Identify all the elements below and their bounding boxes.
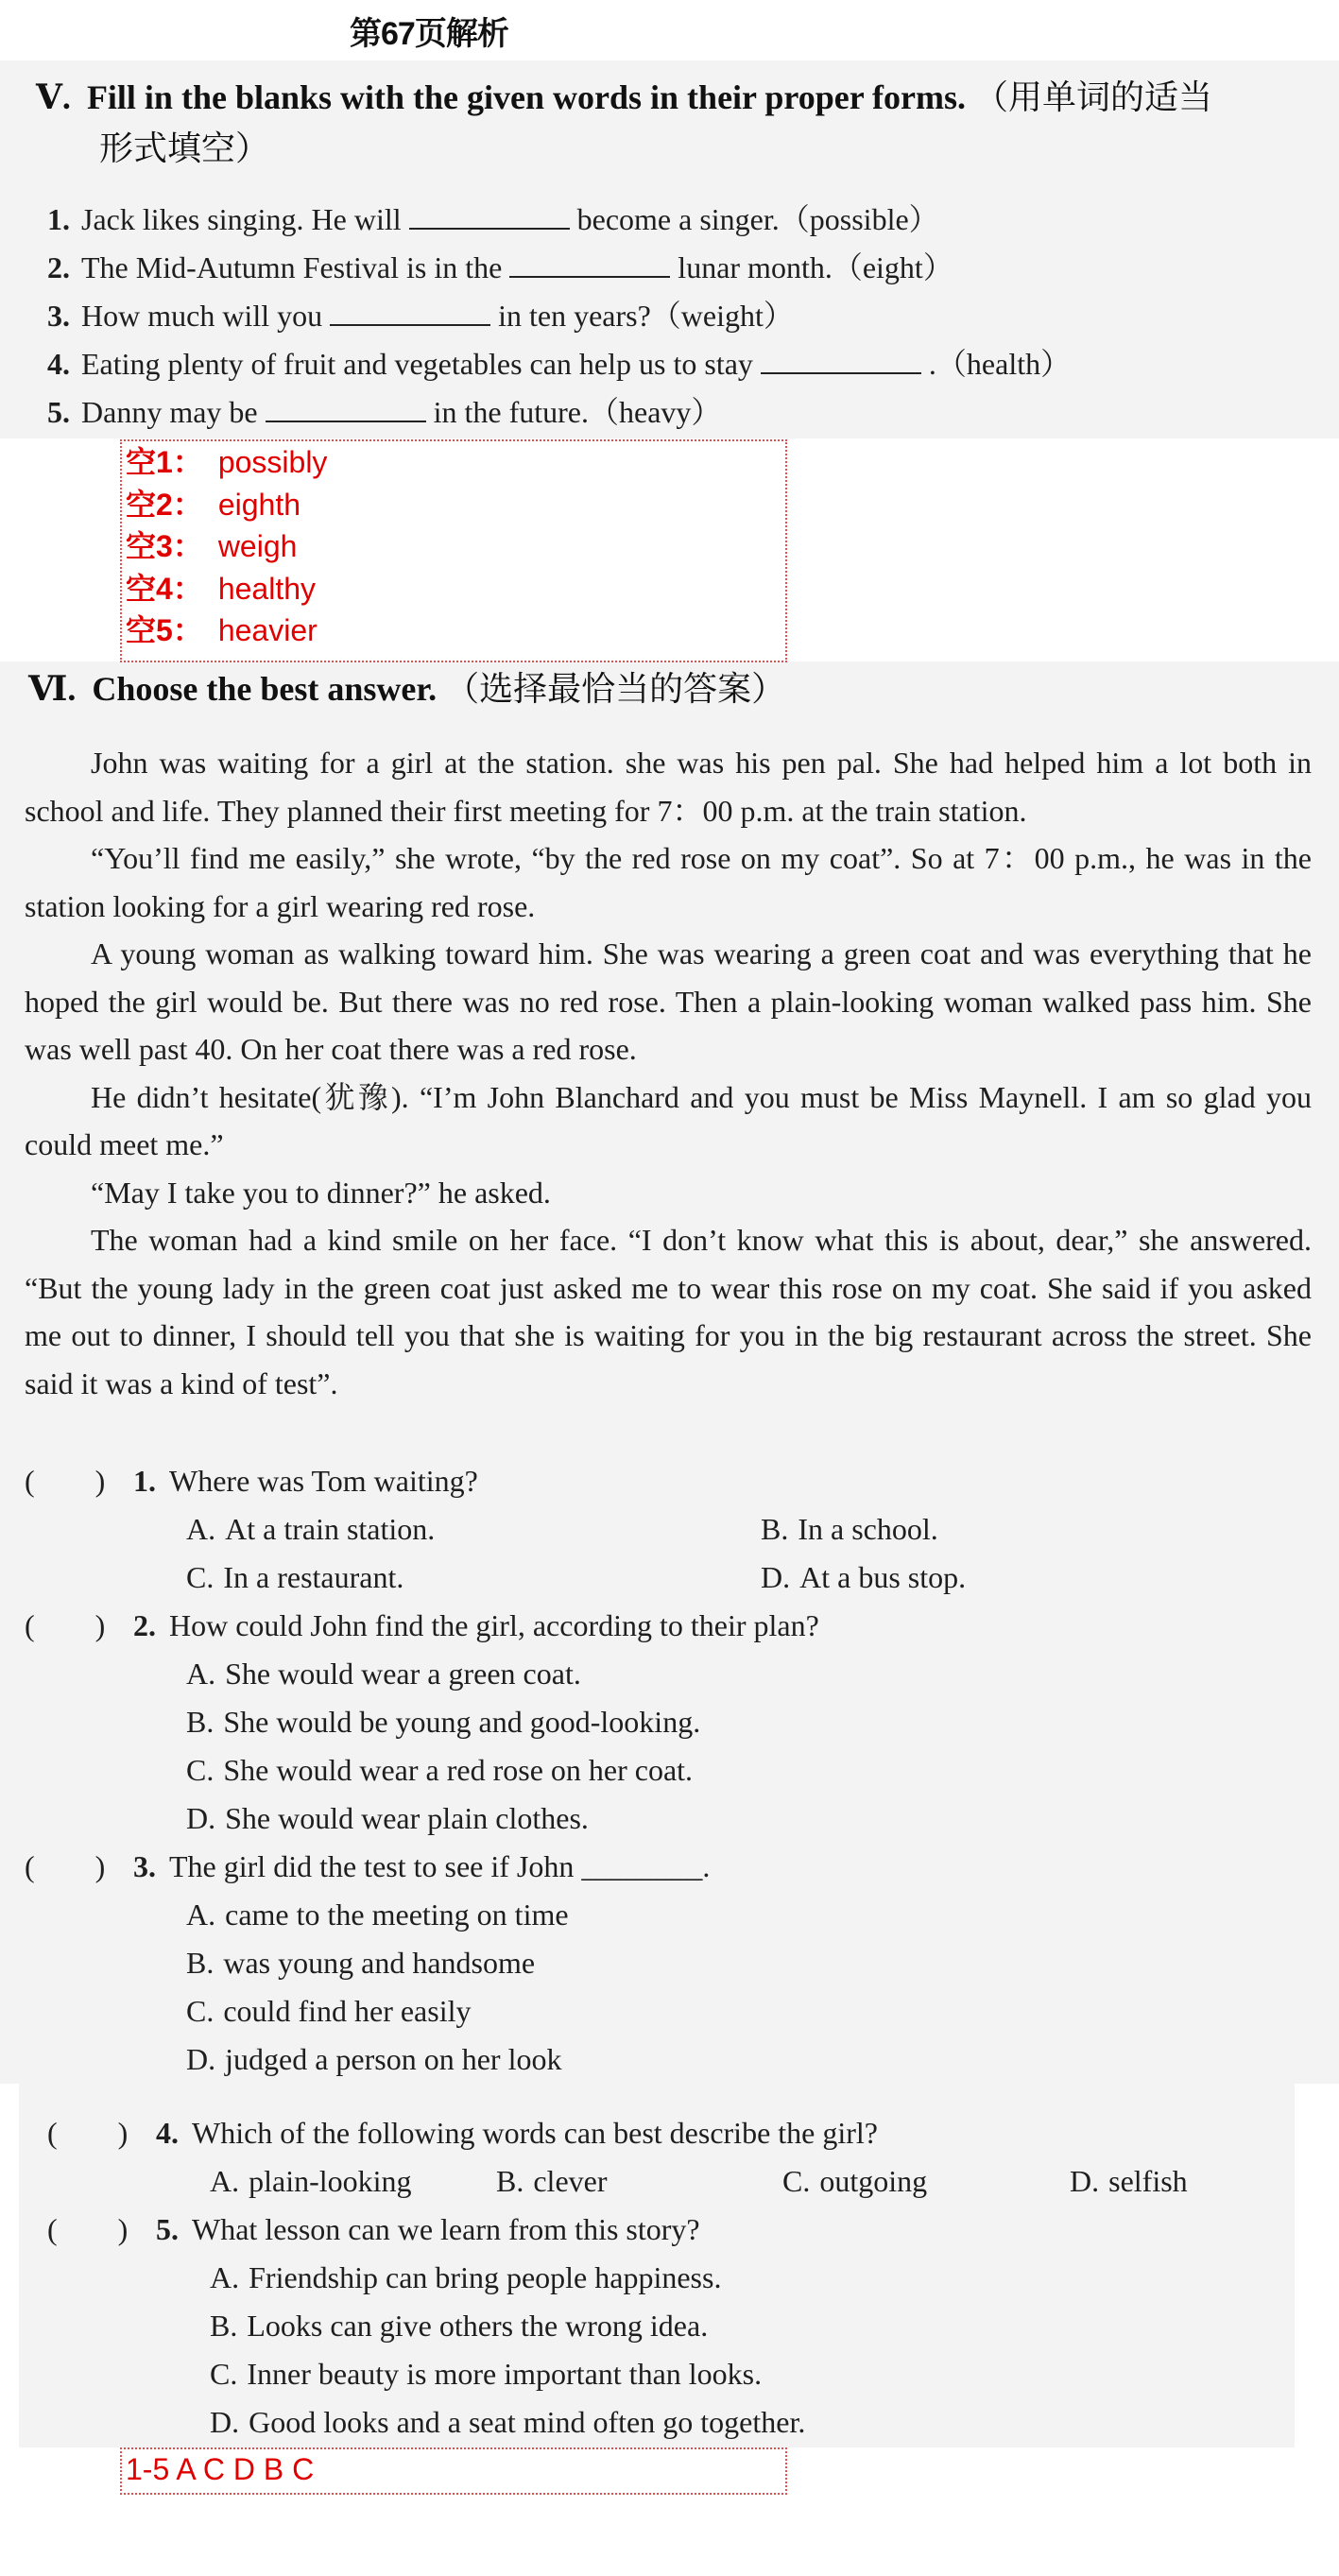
option-text: Looks can give others the wrong idea.	[247, 2309, 709, 2343]
question-text: How could John find the girl, according to their plan?	[169, 1608, 819, 1642]
answer-row-5	[122, 610, 785, 652]
option-text: Friendship can bring people happiness.	[249, 2260, 722, 2294]
fill-item-3	[47, 292, 794, 339]
option-letter: C.	[210, 2357, 238, 2391]
option-1b	[761, 1505, 938, 1554]
option-letter: A.	[210, 2164, 240, 2198]
item-text-after: become a singer.（possible）	[576, 202, 939, 236]
section6-roman: Ⅵ.	[28, 670, 77, 708]
section6-title-en: Choose the best answer.	[92, 670, 438, 708]
answer-value: possibly	[217, 445, 328, 479]
answer-row-1	[122, 441, 785, 484]
question-text: The girl did the test to see if John ________.	[169, 1849, 711, 1883]
question-number: 1.	[133, 1464, 156, 1498]
item-text-before: How much will you	[81, 299, 323, 333]
option-2b	[186, 1698, 700, 1746]
answer-value: weigh	[217, 529, 298, 563]
fill-item-1	[47, 196, 939, 243]
option-5a	[210, 2254, 721, 2302]
option-4d	[1070, 2157, 1188, 2206]
option-letter: C.	[782, 2164, 811, 2198]
section5-heading-line2	[99, 123, 269, 174]
answer-parenthesis: ( )	[47, 2212, 129, 2246]
question-3	[25, 1843, 710, 1891]
option-text: came to the meeting on time	[225, 1898, 569, 1932]
question-number: 2.	[133, 1608, 156, 1642]
question-text: Where was Tom waiting?	[169, 1464, 478, 1498]
question-text: What lesson can we learn from this story?	[192, 2212, 700, 2246]
item-text-before: Eating plenty of fruit and vegetables can help us to stay	[81, 347, 753, 381]
item-text-after: .（health）	[928, 347, 1072, 381]
option-letter: B.	[186, 1946, 215, 1980]
answer-label: 空4：	[126, 571, 203, 606]
answer-value: heavier	[217, 613, 318, 647]
option-3a	[186, 1891, 569, 1939]
option-3b	[186, 1939, 535, 1987]
section5-title-zh-2: 形式填空）	[99, 129, 270, 167]
item-number: 2.	[47, 250, 70, 284]
option-5d	[210, 2398, 805, 2447]
item-number: 3.	[47, 299, 70, 333]
answer-key: 1-5 A C D B C	[126, 2452, 315, 2486]
option-text: was young and handsome	[223, 1946, 536, 1980]
option-text: She would be young and good-looking.	[223, 1705, 701, 1739]
option-5b	[210, 2302, 708, 2350]
option-letter: D.	[761, 1560, 791, 1594]
option-text: She would wear a green coat.	[225, 1657, 581, 1691]
answer-label: 空3：	[126, 529, 203, 563]
option-letter: C.	[186, 1994, 215, 2028]
question-number: 3.	[133, 1849, 156, 1883]
answer-value: healthy	[217, 571, 316, 606]
option-2d	[186, 1795, 589, 1843]
item-number: 1.	[47, 202, 70, 236]
section6-heading	[28, 663, 785, 714]
answer-blank	[266, 392, 426, 422]
item-text-before: Danny may be	[81, 395, 258, 429]
option-text: judged a person on her look	[225, 2042, 562, 2076]
answer-label: 空5：	[126, 613, 203, 647]
passage-paragraph-6: The woman had a kind smile on her face. “I don’t know what this is about, dear,” she answered. “But the young lady in the green coat just asked me to wear this rose on my coat. She said if you asked me out to dinner, I should tell you that she is waiting for you in the big restaurant across the street. She said it was a kind of test”.	[25, 1223, 1312, 1400]
question-number: 4.	[156, 2116, 179, 2150]
question-2	[25, 1602, 819, 1650]
section5-title-en: Fill in the blanks with the given words in their proper forms.	[86, 78, 967, 116]
answer-blank	[330, 296, 490, 326]
option-letter: D.	[186, 1801, 216, 1835]
answer-row-3	[122, 525, 785, 568]
question-number: 5.	[156, 2212, 179, 2246]
option-letter: B.	[186, 1705, 215, 1739]
option-text: She would wear plain clothes.	[225, 1801, 589, 1835]
answer-row-4	[122, 568, 785, 610]
option-3c	[186, 1987, 471, 2035]
question-4	[47, 2109, 878, 2157]
fill-item-2	[47, 244, 953, 291]
item-text-after: in the future.（heavy）	[433, 395, 722, 429]
option-letter: A.	[186, 1657, 216, 1691]
item-text-after: lunar month.（eight）	[678, 250, 953, 284]
option-letter: D.	[210, 2405, 240, 2439]
passage-paragraph-2: “You’ll find me easily,” she wrote, “by the red rose on my coat”. So at 7：00 p.m., he was in the station looking for a girl wearing red rose.	[25, 841, 1312, 923]
item-number: 5.	[47, 395, 70, 429]
answer-parenthesis: ( )	[25, 1608, 106, 1642]
option-text: She would wear a red rose on her coat.	[223, 1753, 694, 1787]
choice-answer-box	[120, 2447, 787, 2495]
section5-heading	[36, 72, 1321, 123]
option-text: Inner beauty is more important than looks.	[247, 2357, 763, 2391]
option-letter: A.	[186, 1512, 216, 1546]
option-text: In a school.	[798, 1512, 938, 1546]
reading-passage	[25, 739, 1312, 1407]
option-4c	[782, 2157, 927, 2206]
passage-paragraph-4: He didn’t hesitate(犹豫). “I’m John Blanchard and you must be Miss Maynell. I am so glad you could meet me.”	[25, 1079, 1312, 1161]
option-1a	[186, 1505, 435, 1554]
answer-parenthesis: ( )	[47, 2116, 129, 2150]
option-4b	[496, 2157, 608, 2206]
option-text: In a restaurant.	[223, 1560, 404, 1594]
option-letter: A.	[210, 2260, 240, 2294]
answer-label: 空2：	[126, 487, 203, 522]
page-title: 第67页解析	[350, 16, 508, 52]
option-2a	[186, 1650, 581, 1698]
option-1d	[761, 1554, 966, 1602]
fill-item-4	[47, 340, 1071, 387]
question-5	[47, 2206, 700, 2254]
answer-label: 空1：	[126, 445, 203, 479]
fill-answer-box	[120, 439, 787, 662]
answer-blank	[761, 344, 921, 374]
answer-parenthesis: ( )	[25, 1849, 106, 1883]
option-letter: D.	[1070, 2164, 1100, 2198]
option-text: plain-looking	[249, 2164, 412, 2198]
option-letter: C.	[186, 1560, 215, 1594]
passage-paragraph-1: John was waiting for a girl at the station. she was his pen pal. She had helped him a lot both in school and life. They planned their first meeting for 7：00 p.m. at the train station.	[25, 746, 1312, 828]
option-3d	[186, 2035, 561, 2084]
answer-value: eighth	[217, 487, 300, 522]
answer-blank	[409, 199, 570, 230]
answer-parenthesis: ( )	[25, 1464, 106, 1498]
item-text-before: The Mid-Autumn Festival is in the	[81, 250, 503, 284]
item-text-before: Jack likes singing. He will	[81, 202, 402, 236]
option-text: Good looks and a seat mind often go together.	[249, 2405, 806, 2439]
item-text-after: in ten years?（weight）	[498, 299, 794, 333]
passage-paragraph-5: “May I take you to dinner?” he asked.	[91, 1175, 551, 1210]
option-text: At a train station.	[225, 1512, 436, 1546]
option-2c	[186, 1746, 693, 1795]
section6-title-zh: （选择最恰当的答案）	[445, 670, 786, 708]
option-5c	[210, 2350, 762, 2398]
section5-roman: Ⅴ.	[36, 78, 71, 116]
passage-paragraph-3: A young woman as walking toward him. She was wearing a green coat and was everything that he hoped the girl would be. But there was no red rose. Then a plain-looking woman walked pass him. She was well past 40. On her coat there was a red rose.	[25, 936, 1312, 1066]
option-letter: A.	[186, 1898, 216, 1932]
option-letter: B.	[210, 2309, 238, 2343]
option-text: outgoing	[819, 2164, 928, 2198]
answer-row-2	[122, 484, 785, 526]
option-text: could find her easily	[223, 1994, 472, 2028]
question-text: Which of the following words can best describe the girl?	[192, 2116, 878, 2150]
option-text: At a bus stop.	[799, 1560, 967, 1594]
option-letter: B.	[496, 2164, 524, 2198]
section5-title-zh-1: （用单词的适当	[974, 78, 1213, 116]
option-text: clever	[533, 2164, 608, 2198]
option-letter: B.	[761, 1512, 789, 1546]
question-1	[25, 1457, 478, 1505]
item-number: 4.	[47, 347, 70, 381]
option-text: selfish	[1108, 2164, 1188, 2198]
fill-item-5	[47, 388, 721, 436]
option-4a	[210, 2157, 412, 2206]
answer-blank	[509, 248, 670, 278]
option-1c	[186, 1554, 403, 1602]
option-letter: D.	[186, 2042, 216, 2076]
option-letter: C.	[186, 1753, 215, 1787]
